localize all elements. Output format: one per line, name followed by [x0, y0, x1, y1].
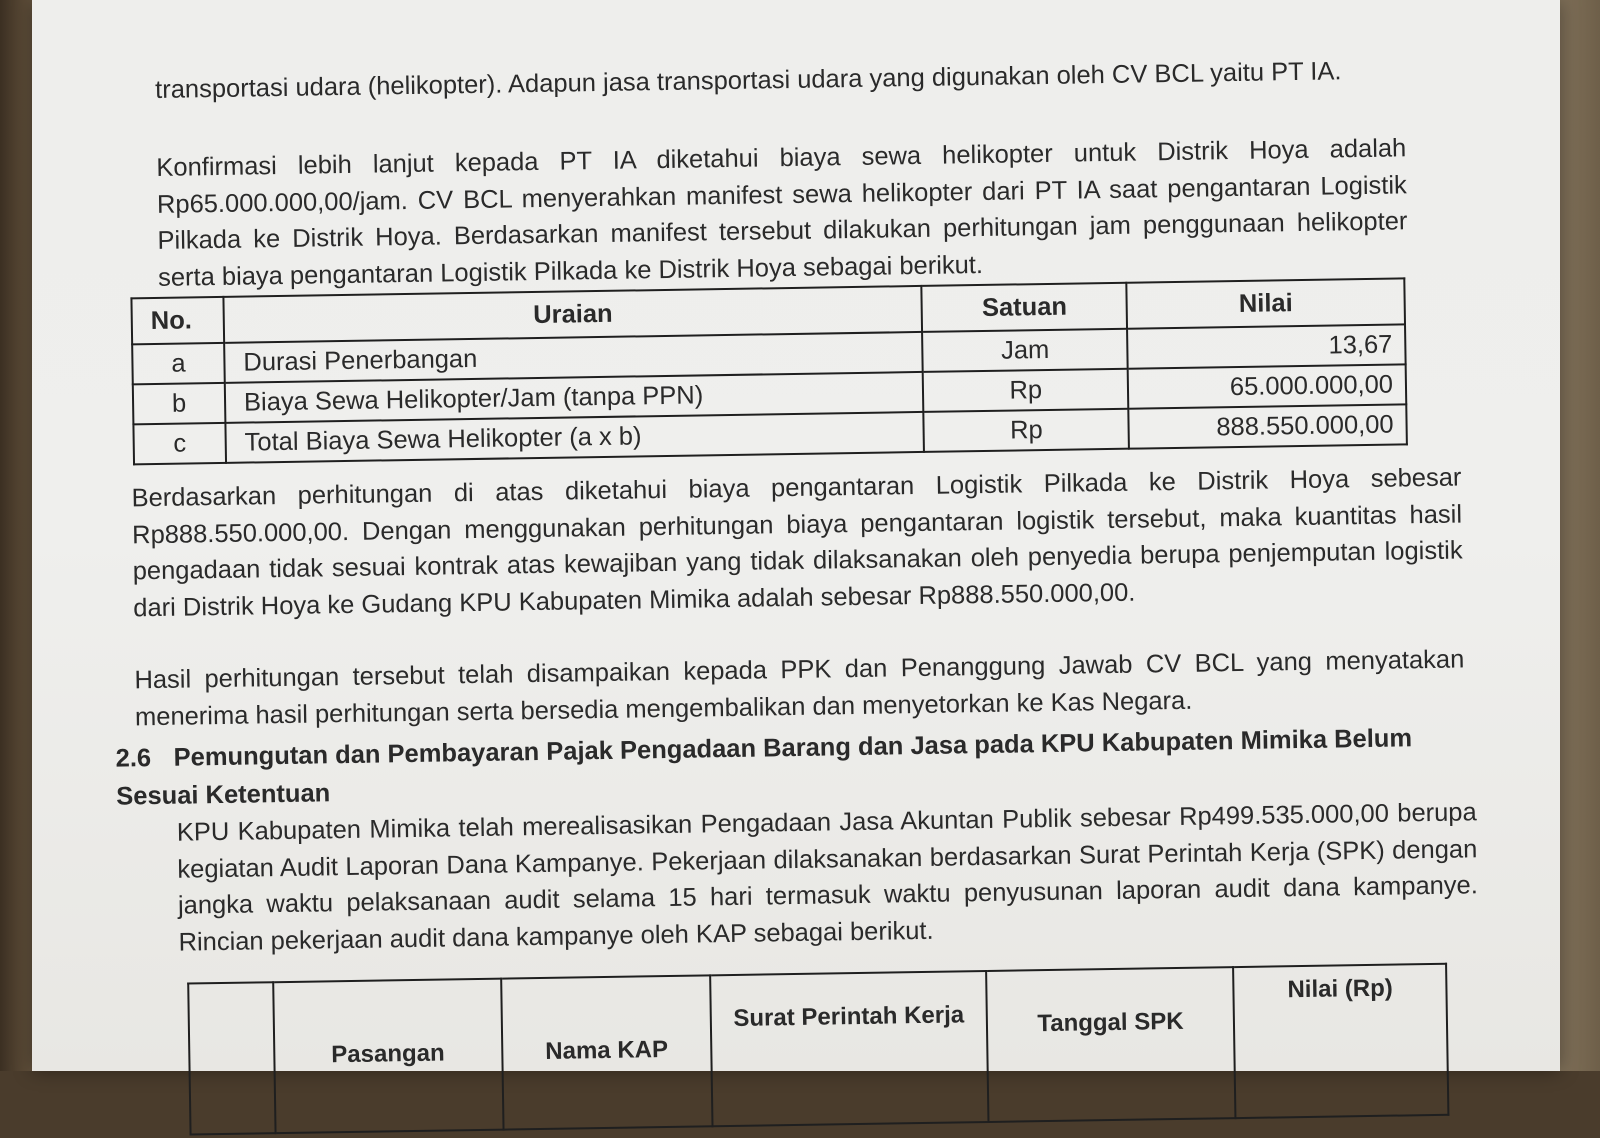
cell-no: b	[133, 383, 226, 424]
cell-uraian: Durasi Penerbangan	[224, 332, 923, 383]
header-empty	[188, 982, 275, 1134]
paragraph-confirmation-ppk: Hasil perhitungan tersebut telah disampaikan kepada PPK dan Penanggung Jawab CV BCL yang menyatakan menerima hasil perhitungan serta bersedia mengembalikan dan menyetorkan ke Kas Negara.	[134, 645, 1465, 731]
paragraph-audit: KPU Kabupaten Mimika telah merealisasikan Pengadaan Jasa Akuntan Publik sebesar Rp499.535.000,00 berupa kegiatan Audit Laporan Dana Kampanye. Pekerjaan dilaksanakan berdasarkan Surat Perintah Kerja (SPK) dengan jangka waktu pelaksanaan audit selama 15 hari termasuk waktu penyusunan laporan audit dana kampanye. Rincian pekerjaan audit dana kampanye oleh KAP sebagai berikut.	[176, 798, 1479, 957]
cell-satuan: Jam	[922, 329, 1127, 372]
cell-no: a	[132, 343, 225, 384]
header-tanggal-spk: Tanggal SPK	[986, 967, 1236, 1122]
header-uraian: Uraian	[223, 286, 922, 343]
header-nilai-rp: Nilai (Rp)	[1233, 964, 1448, 1118]
cell-no: c	[133, 423, 226, 464]
cell-nilai: 65.000.000,00	[1128, 364, 1406, 408]
cell-nilai: 888.550.000,00	[1128, 404, 1406, 448]
header-pasangan: Pasangan	[273, 979, 503, 1134]
header-surat-perintah-kerja: Surat Perintah Kerja	[710, 971, 988, 1126]
header-no: No.	[131, 297, 224, 344]
document-body	[24, 0, 1569, 1083]
cell-nilai: 13,67	[1127, 324, 1405, 368]
audit-kap-table	[187, 963, 1449, 1136]
cell-uraian: Total Biaya Sewa Helikopter (a x b)	[225, 412, 924, 463]
paragraph-calculation-result: Berdasarkan perhitungan di atas diketahui biaya pengantaran Logistik Pilkada ke Distrik Hoya sebesar Rp888.550.000,00. Dengan menggunakan perhitungan biaya pengantaran logistik tersebut, maka kuantitas hasil pengadaan tidak sesuai kontrak atas kewajiban yang tidak dilaksanakan oleh penyedia berupa penjemputan logistik dari Distrik Hoya ke Gudang KPU Kabupaten Mimika adalah sebesar Rp888.550.000,00.	[131, 463, 1463, 622]
header-satuan: Satuan	[922, 283, 1127, 332]
section-title: Pemungutan dan Pembayaran Pajak Pengadaan Barang dan Jasa pada KPU Kabupaten Mimika Belum Sesuai Ketentuan	[116, 724, 1413, 811]
table-header-row	[188, 964, 1448, 1135]
header-nilai: Nilai	[1126, 278, 1405, 328]
paragraph-intro: transportasi udara (helikopter). Adapun jasa transportasi udara yang digunakan oleh CV BCL yaitu PT IA.	[154, 57, 1342, 104]
cell-uraian: Biaya Sewa Helikopter/Jam (tanpa PPN)	[225, 372, 924, 423]
cell-satuan: Rp	[924, 409, 1129, 452]
cell-satuan: Rp	[923, 369, 1128, 412]
header-nama-kap: Nama KAP	[501, 975, 713, 1129]
paragraph-confirmation: Konfirmasi lebih lanjut kepada PT IA diketahui biaya sewa helikopter untuk Distrik Hoya adalah Rp65.000.000,00/jam. CV BCL menyerahkan manifest sewa helikopter dari PT IA saat pengantaran Logistik Pilkada ke Distrik Hoya. Berdasarkan manifest tersebut dilakukan perhitungan jam penggunaan helikopter serta biaya pengantaran Logistik Pilkada ke Distrik Hoya sebagai berikut.	[156, 134, 1408, 292]
paper-sheet	[32, 0, 1560, 1071]
section-number: 2.6	[115, 744, 152, 773]
helicopter-cost-table	[130, 277, 1407, 465]
